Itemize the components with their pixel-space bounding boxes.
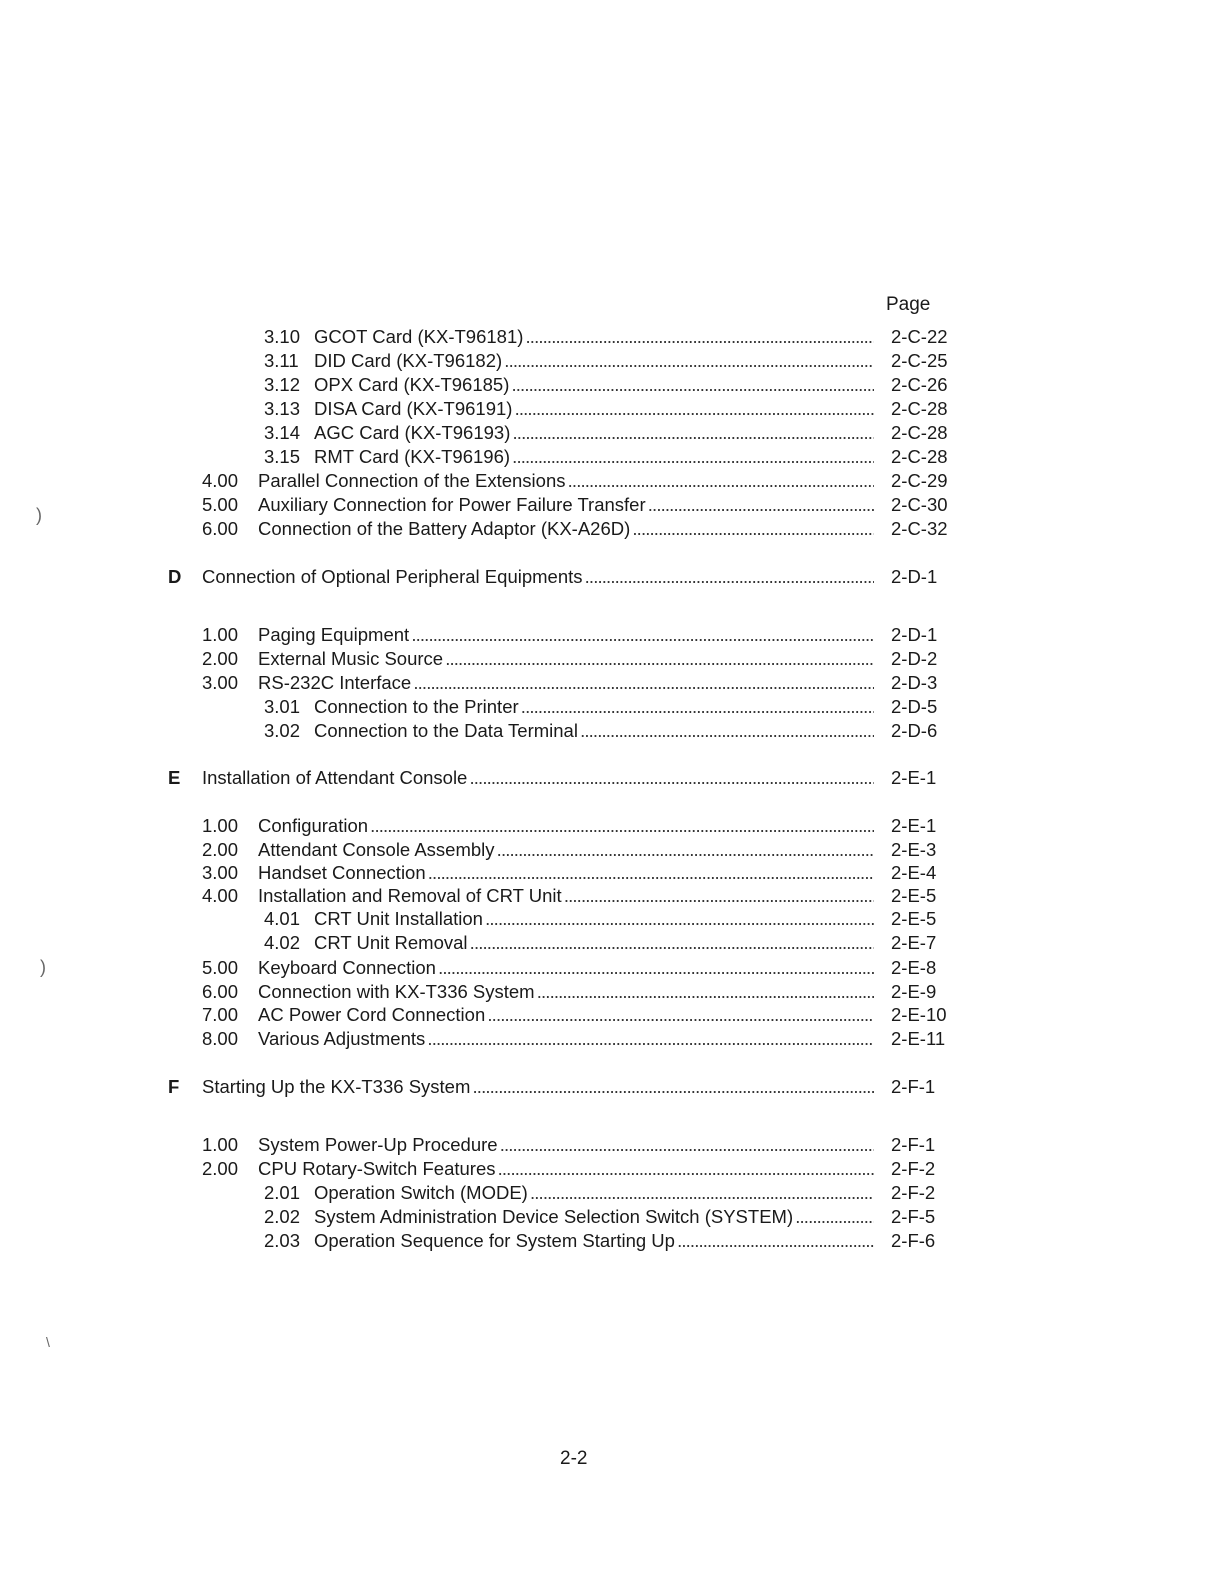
entry-title: Connection with KX-T336 System . . . [258,980,874,1004]
entry-number: 7.00 [202,1004,239,1025]
entry-number: 3.01 [264,696,301,717]
entry-page: 2-C-26 [891,374,948,395]
entry-title: Connection of Optional Peripheral Equipments . . . [202,565,874,589]
entry-number: 3.13 [264,398,301,419]
toc-entry[interactable] [264,719,964,743]
page-column-header: Page [886,294,931,315]
toc-entry[interactable] [264,907,964,931]
section-letter: D [168,566,182,587]
section-letter: F [168,1076,180,1097]
entry-number: 3.00 [202,862,239,883]
entry-page: 2-E-7 [891,932,937,953]
entry-title: Connection to the Printer . . . [314,695,874,719]
toc-entry[interactable] [264,421,964,445]
entry-page: 2-C-32 [891,518,948,539]
entry-page: 2-C-29 [891,470,948,491]
entry-page: 2-C-28 [891,398,948,419]
entry-title: AC Power Cord Connection . . . [258,1003,874,1027]
toc-entry[interactable] [264,1205,964,1229]
toc-entry[interactable] [202,956,962,980]
entry-page: 2-D-1 [891,566,938,587]
entry-page: 2-D-5 [891,696,938,717]
entry-number: 1.00 [202,624,239,645]
entry-title: External Music Source . . . [258,647,874,671]
toc-entry[interactable] [264,325,964,349]
entry-page: 2-E-1 [891,815,937,836]
entry-page: 2-F-1 [891,1134,936,1155]
entry-title: Keyboard Connection . . . [258,956,874,980]
entry-page: 2-E-1 [891,767,937,788]
entry-page: 2-E-5 [891,885,937,906]
toc-entry[interactable] [264,349,964,373]
entry-page: 2-E-4 [891,862,937,883]
entry-number: 6.00 [202,981,239,1002]
entry-page: 2-C-22 [891,326,948,347]
entry-page: 2-D-2 [891,648,938,669]
entry-number: 3.00 [202,672,239,693]
toc-entry[interactable] [264,1229,964,1253]
toc-entry[interactable] [202,1133,962,1157]
entry-page: 2-D-1 [891,624,938,645]
section-letter: E [168,767,181,788]
entry-page: 2-F-1 [891,1076,936,1097]
entry-title: Operation Sequence for System Starting Up . . . [314,1229,874,1253]
entry-number: 3.12 [264,374,301,395]
entry-page: 2-F-2 [891,1182,936,1203]
entry-title: Connection to the Data Terminal . . . [314,719,874,743]
toc-entry[interactable] [264,373,964,397]
toc-entry[interactable] [202,1157,962,1181]
entry-number: 3.11 [264,350,299,371]
entry-title: Handset Connection . . . [258,861,874,885]
entry-number: 4.00 [202,885,239,906]
entry-number: 3.10 [264,326,301,347]
entry-number: 3.02 [264,720,301,741]
scan-speck: \ [46,1334,50,1350]
scan-speck: ) [36,505,42,525]
entry-title: CPU Rotary-Switch Features . . . [258,1157,874,1181]
entry-page: 2-D-3 [891,672,938,693]
entry-title: Operation Switch (MODE) . . . [314,1181,874,1205]
entry-title: DID Card (KX-T96182) . . . [314,349,874,373]
entry-number: 2.03 [264,1230,301,1251]
entry-title: System Power-Up Procedure . . . [258,1133,874,1157]
toc-entry[interactable] [202,980,962,1004]
entry-number: 2.01 [264,1182,301,1203]
entry-number: 6.00 [202,518,239,539]
entry-title: Connection of the Battery Adaptor (KX-A26D) . . . [258,517,874,541]
toc-entry[interactable] [202,1027,962,1051]
toc-entry[interactable] [264,695,964,719]
entry-page: 2-F-6 [891,1230,936,1251]
toc-entry[interactable] [202,671,962,695]
toc-entry[interactable] [202,469,962,493]
entry-number: 2.00 [202,839,239,860]
entry-title: Auxiliary Connection for Power Failure Transfer . . . [258,493,874,517]
entry-title: RMT Card (KX-T96196) . . . [314,445,874,469]
toc-section-heading[interactable] [202,1075,962,1099]
toc-entry[interactable] [264,931,964,955]
entry-page: 2-E-8 [891,957,937,978]
toc-section-heading[interactable] [202,766,962,790]
toc-entry[interactable] [202,647,962,671]
scan-speck: ) [40,957,46,977]
entry-number: 2.00 [202,1158,239,1179]
toc-section-heading[interactable] [202,565,962,589]
page-number: 2-2 [560,1448,588,1469]
entry-page: 2-F-5 [891,1206,936,1227]
toc-entry[interactable] [202,1003,962,1027]
entry-number: 4.01 [264,908,301,929]
entry-page: 2-F-2 [891,1158,936,1179]
entry-page: 2-E-11 [891,1028,946,1049]
entry-page: 2-C-30 [891,494,948,515]
toc-entry[interactable] [202,814,962,838]
entry-number: 4.00 [202,470,239,491]
entry-number: 1.00 [202,1134,239,1155]
entry-page: 2-C-25 [891,350,948,371]
entry-title: Starting Up the KX-T336 System . . . [202,1075,874,1099]
toc-entry[interactable] [202,517,962,541]
entry-page: 2-C-28 [891,446,948,467]
entry-title: CRT Unit Removal . . . [314,931,874,955]
toc-entry[interactable] [202,493,962,517]
entry-number: 3.15 [264,446,301,467]
entry-title: GCOT Card (KX-T96181) . . . [314,325,874,349]
entry-page: 2-E-5 [891,908,937,929]
entry-title: Various Adjustments . . . [258,1027,874,1051]
entry-title: Attendant Console Assembly . . . [258,838,874,862]
entry-title: Configuration . . . [258,814,874,838]
entry-number: 2.00 [202,648,239,669]
entry-number: 8.00 [202,1028,239,1049]
entry-title: Installation and Removal of CRT Unit . . . [258,884,874,908]
entry-title: System Administration Device Selection Switch (SYSTEM) . . . [314,1205,874,1229]
entry-title: AGC Card (KX-T96193) . . . [314,421,874,445]
toc-entry[interactable] [264,397,964,421]
entry-number: 2.02 [264,1206,301,1227]
entry-page: 2-E-10 [891,1004,947,1025]
entry-number: 5.00 [202,957,239,978]
entry-title: Parallel Connection of the Extensions . . . [258,469,874,493]
toc-entry[interactable] [202,838,962,862]
entry-title: CRT Unit Installation . . . [314,907,874,931]
entry-title: RS-232C Interface . . . [258,671,874,695]
entry-title: Paging Equipment . . . [258,623,874,647]
entry-title: Installation of Attendant Console . . . [202,766,874,790]
entry-page: 2-C-28 [891,422,948,443]
entry-title: DISA Card (KX-T96191) . . . [314,397,874,421]
entry-page: 2-E-9 [891,981,937,1002]
entry-number: 4.02 [264,932,301,953]
entry-title: OPX Card (KX-T96185) . . . [314,373,874,397]
entry-number: 5.00 [202,494,239,515]
toc-entry[interactable] [264,1181,964,1205]
toc-entry[interactable] [202,623,962,647]
toc-entry[interactable] [202,884,962,908]
entry-page: 2-D-6 [891,720,938,741]
entry-page: 2-E-3 [891,839,937,860]
toc-entry[interactable] [202,861,962,885]
entry-number: 1.00 [202,815,239,836]
entry-number: 3.14 [264,422,301,443]
toc-entry[interactable] [264,445,964,469]
